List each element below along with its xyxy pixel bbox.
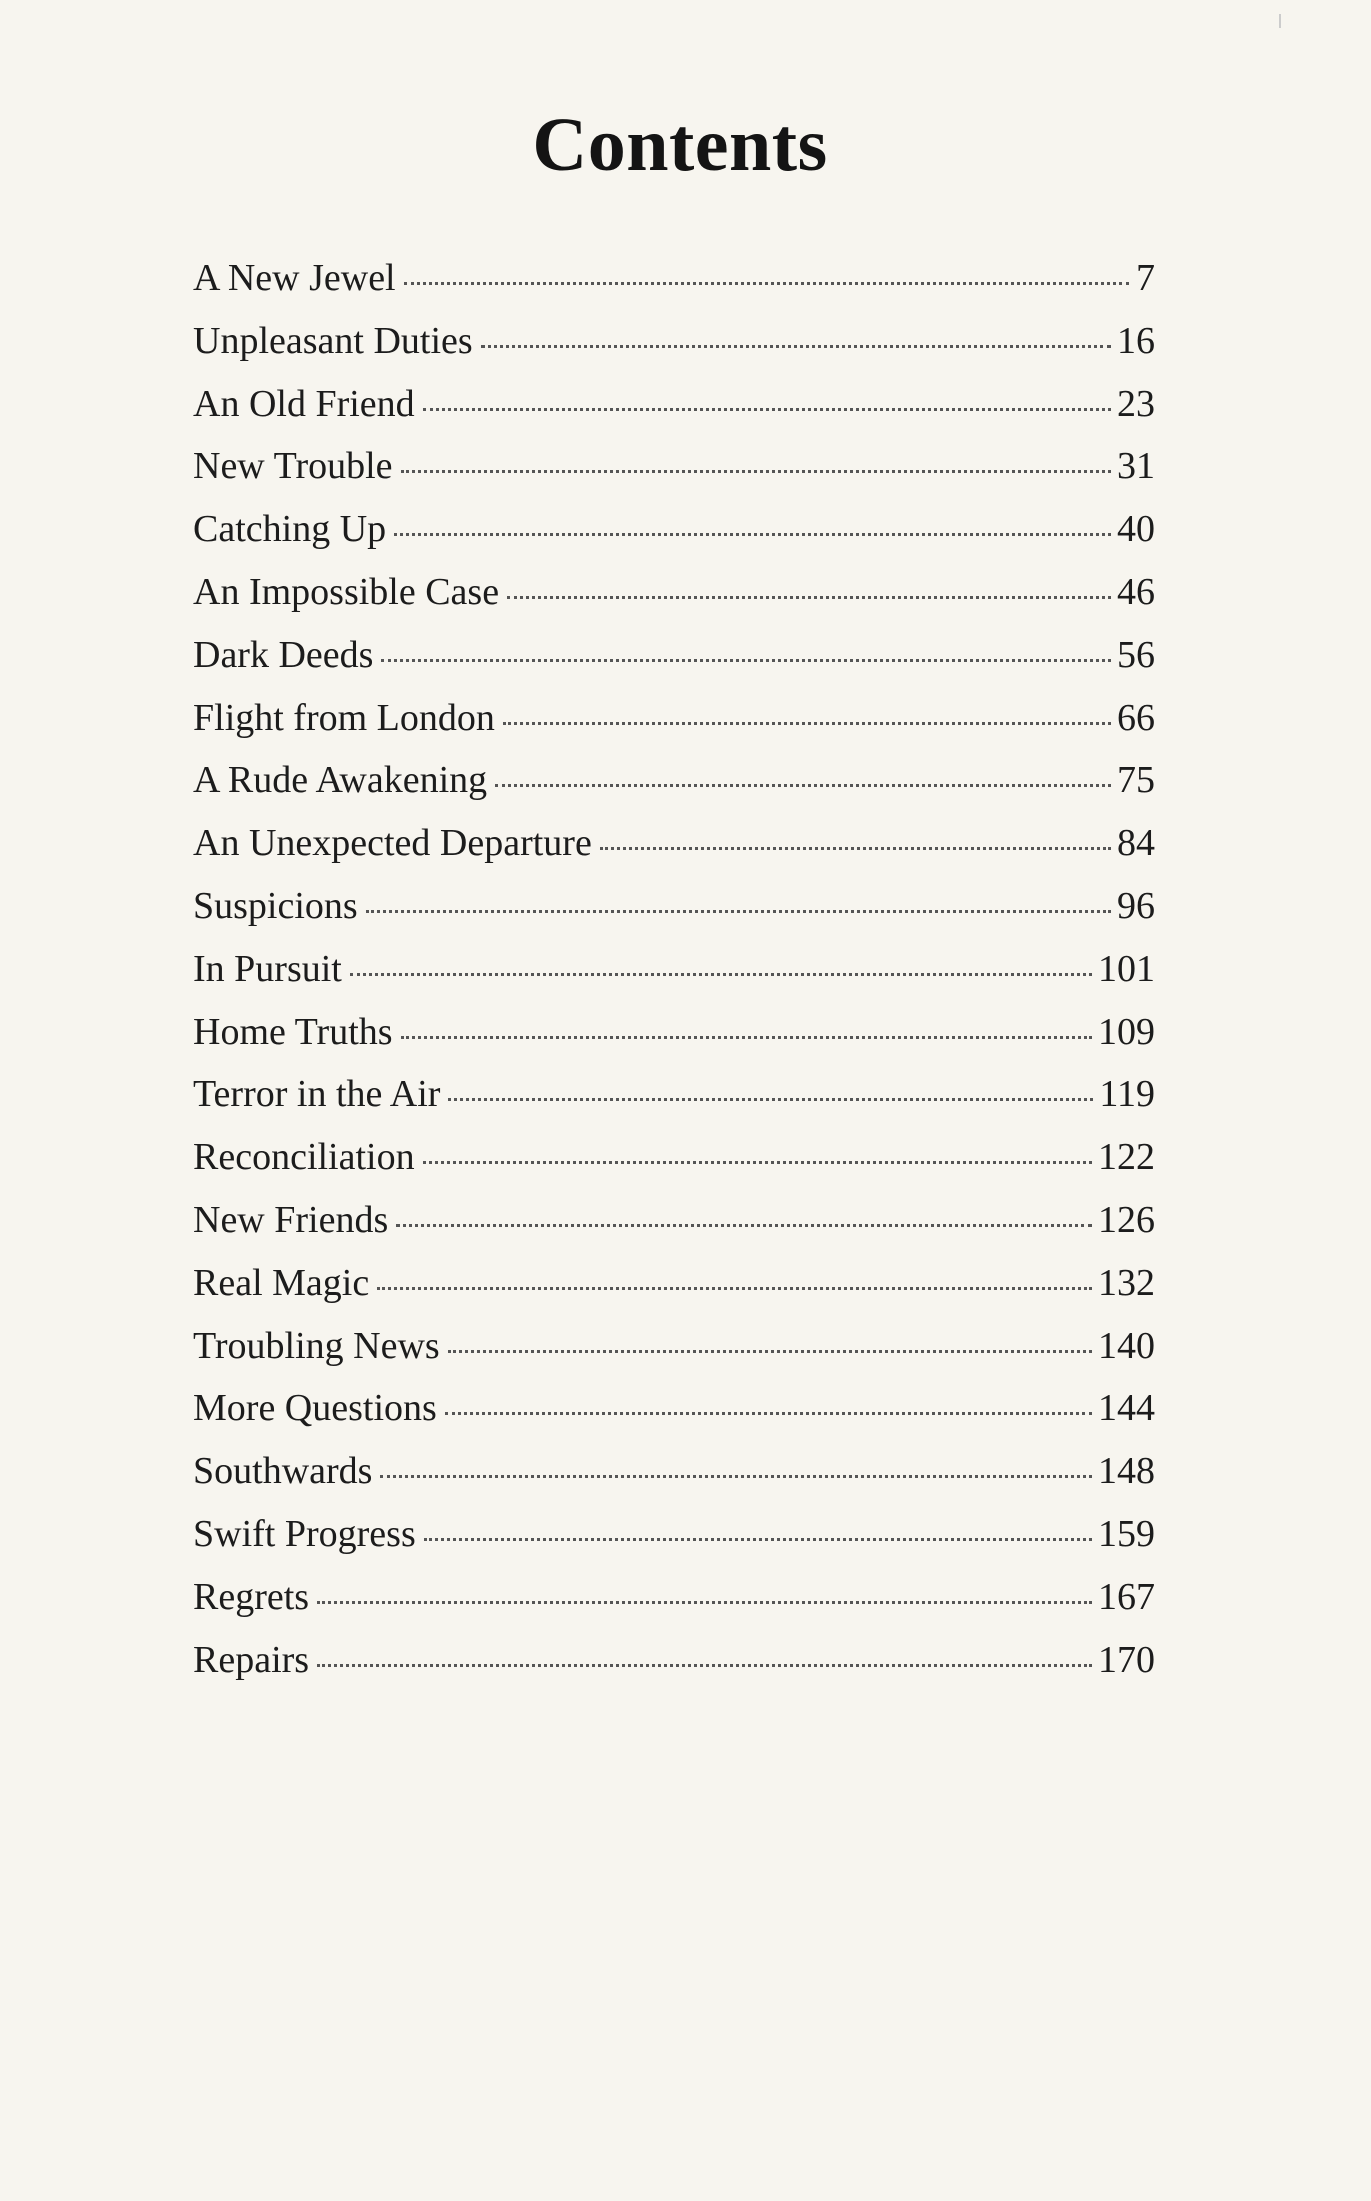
toc-entry-page-number: 101 (1098, 947, 1155, 990)
toc-leader-dots (381, 659, 1111, 662)
toc-leader-dots (600, 847, 1111, 850)
toc-leader-dots (377, 1287, 1092, 1290)
toc-entry-page-number: 170 (1098, 1638, 1155, 1681)
toc-entry-title: An Impossible Case (193, 570, 500, 613)
toc-entry-page-number: 148 (1098, 1450, 1155, 1493)
toc-leader-dots (445, 1412, 1092, 1415)
toc-entry-title: New Friends (193, 1198, 389, 1241)
toc-leader-dots (350, 973, 1092, 976)
toc-entry-title: New Trouble (193, 445, 393, 488)
toc-entry (193, 1189, 1155, 1252)
toc-leader-dots (503, 722, 1111, 725)
paper-speck (1279, 14, 1281, 28)
toc-entry-page-number: 66 (1117, 696, 1155, 739)
toc-entry-page-number: 56 (1117, 633, 1155, 676)
toc-entry-title: A New Jewel (193, 257, 396, 299)
toc-entry (193, 1629, 1155, 1692)
toc-entry (193, 1315, 1155, 1378)
toc-entry (193, 247, 1155, 310)
toc-leader-dots (481, 345, 1111, 348)
toc-entry-page-number: 109 (1098, 1010, 1155, 1053)
toc-entry-page-number: 84 (1117, 822, 1155, 865)
toc-entry-title: Flight from London (193, 696, 495, 739)
toc-entry (193, 1503, 1155, 1566)
toc-entry (193, 1063, 1155, 1126)
toc-leader-dots (448, 1098, 1093, 1101)
toc-entry (193, 561, 1155, 624)
toc-entry-title: More Questions (193, 1387, 437, 1430)
toc-entry-page-number: 144 (1098, 1387, 1155, 1430)
toc-entry-title: A Rude Awakening (193, 759, 488, 802)
toc-leader-dots (396, 1224, 1092, 1227)
toc-entry-title: Regrets (193, 1575, 310, 1618)
toc-leader-dots (317, 1601, 1092, 1604)
toc-entry (193, 310, 1155, 373)
toc-entry (193, 435, 1155, 498)
toc-leader-dots (401, 470, 1111, 473)
toc-entry (193, 624, 1155, 687)
toc-entry-title: Repairs (193, 1638, 310, 1681)
toc-leader-dots (423, 408, 1111, 411)
toc-entry-title: Southwards (193, 1450, 373, 1493)
toc-entry-page-number: 126 (1098, 1198, 1155, 1241)
toc-leader-dots (448, 1350, 1092, 1353)
toc-leader-dots (394, 533, 1111, 536)
toc-leader-dots (495, 784, 1111, 787)
toc-leader-dots (401, 1036, 1092, 1039)
toc-entry-title: In Pursuit (193, 947, 342, 990)
toc-entry (193, 1252, 1155, 1315)
toc-entry-page-number: 140 (1098, 1324, 1155, 1367)
toc-entry (193, 1001, 1155, 1064)
toc-leader-dots (380, 1475, 1092, 1478)
toc-entry (193, 1377, 1155, 1440)
toc-entry-title: An Old Friend (193, 382, 415, 425)
toc-entry-page-number: 119 (1099, 1073, 1155, 1116)
toc-entry-title: Troubling News (193, 1324, 440, 1367)
toc-entry-page-number: 75 (1117, 759, 1155, 802)
toc-entry (193, 812, 1155, 875)
page-title: Contents (532, 103, 828, 187)
toc-entry (193, 498, 1155, 561)
toc-entry-title: Real Magic (193, 1261, 370, 1304)
toc-entry-title: Catching Up (193, 508, 387, 551)
toc-entry-title: Home Truths (193, 1010, 393, 1053)
toc-entry-page-number: 122 (1098, 1136, 1155, 1179)
toc-leader-dots (366, 910, 1111, 913)
table-of-contents (193, 247, 1155, 1691)
toc-entry-page-number: 7 (1136, 257, 1155, 299)
toc-entry-page-number: 16 (1117, 319, 1155, 362)
toc-entry-title: Unpleasant Duties (193, 319, 473, 362)
toc-entry (193, 1566, 1155, 1629)
toc-entry (193, 1126, 1155, 1189)
toc-entry-title: Dark Deeds (193, 633, 374, 676)
toc-entry-title: Terror in the Air (193, 1073, 441, 1116)
toc-leader-dots (404, 282, 1129, 285)
toc-entry (193, 749, 1155, 812)
toc-entry-page-number: 132 (1098, 1261, 1155, 1304)
toc-entry (193, 687, 1155, 750)
toc-entry (193, 373, 1155, 436)
toc-entry (193, 1440, 1155, 1503)
toc-entry-title: Suspicions (193, 884, 358, 927)
toc-entry-title: Reconciliation (193, 1136, 415, 1179)
toc-entry-page-number: 31 (1117, 445, 1155, 488)
toc-leader-dots (423, 1161, 1092, 1164)
toc-entry (193, 875, 1155, 938)
toc-entry-page-number: 40 (1117, 508, 1155, 551)
toc-entry (193, 938, 1155, 1001)
toc-leader-dots (424, 1538, 1092, 1541)
toc-leader-dots (507, 596, 1111, 599)
toc-entry-title: Swift Progress (193, 1512, 416, 1555)
toc-entry-page-number: 23 (1117, 382, 1155, 425)
toc-entry-page-number: 159 (1098, 1512, 1155, 1555)
toc-leader-dots (317, 1664, 1092, 1667)
toc-entry-page-number: 96 (1117, 884, 1155, 927)
toc-entry-page-number: 46 (1117, 570, 1155, 613)
toc-entry-page-number: 167 (1098, 1575, 1155, 1618)
toc-entry-title: An Unexpected Departure (193, 822, 592, 865)
